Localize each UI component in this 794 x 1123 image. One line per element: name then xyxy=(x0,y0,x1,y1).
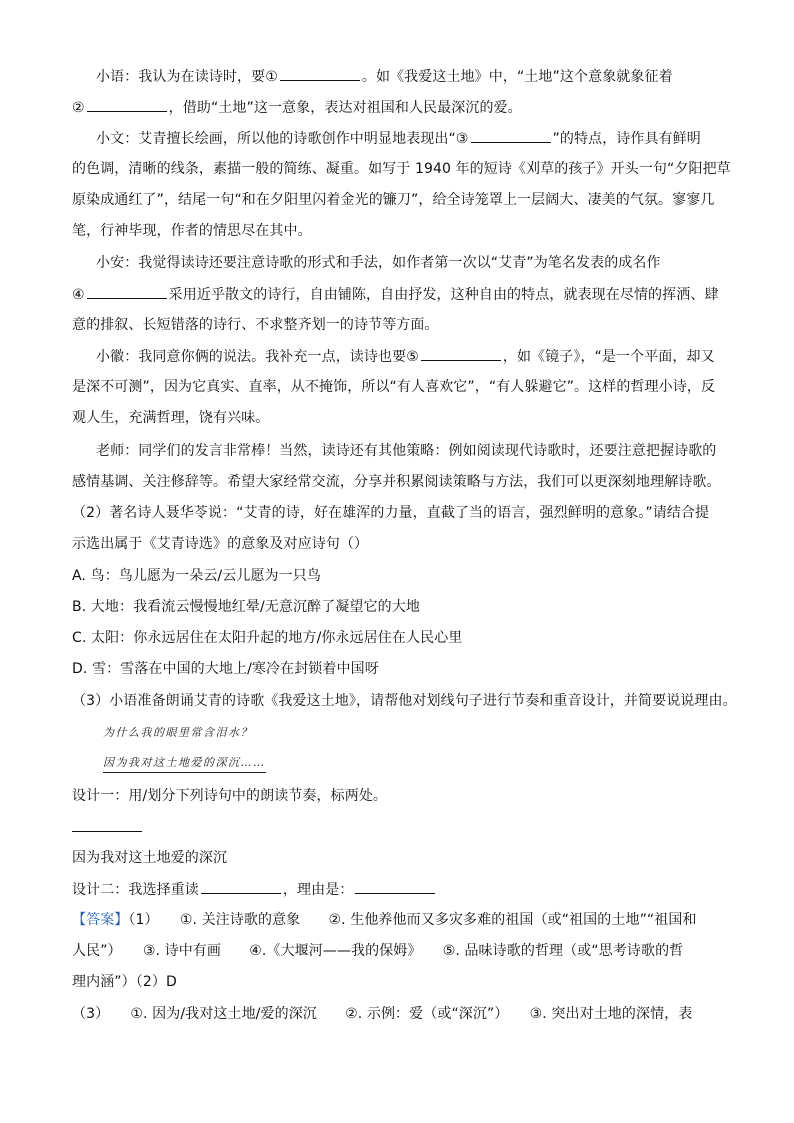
blank-reason[interactable] xyxy=(355,879,435,894)
answer-line-2: 人民”） ③. 诗中有画 ④.《大堰河——我的保姆》 ⑤. 品味诗歌的哲理（或“思考诗歌的哲 xyxy=(72,943,684,959)
xiaoyu-text-c: ② xyxy=(72,100,85,116)
xiaoan-text-b: 采用近乎散文的诗行，自由铺陈，自由抒发，这种自由的特点，就表现在尽情的挥洒、肆 xyxy=(168,287,719,303)
xiaowen-line-3: 原染成通红了”，结尾一句“和在夕阳里闪着金光的镰刀”，给全诗笼罩上一层阔大、凄美的气氛。寥寥几 xyxy=(72,192,715,208)
xiaoyu-text-a: 小语：我认为在读诗时，要① xyxy=(96,69,278,85)
design2-line xyxy=(72,879,437,900)
xiaoan-line-2 xyxy=(72,284,719,305)
xiaoyu-line-2 xyxy=(72,97,522,118)
q2-option-b[interactable]: B. 大地：我看流云慢慢地红晕/无意沉醉了凝望它的大地 xyxy=(72,599,420,615)
design2-text-b: ，理由是： xyxy=(282,882,354,898)
answer-line-3: 理内涵”）（2）D xyxy=(72,974,177,990)
q2-option-d[interactable]: D. 雪：雪落在中国的大地上/寒冷在封锁着中国呀 xyxy=(72,661,379,677)
q2-option-a[interactable]: A. 鸟：鸟儿愿为一朵云/云儿愿为一只鸟 xyxy=(72,568,321,584)
blank-stress-word[interactable] xyxy=(201,879,281,894)
q2-option-c[interactable]: C. 太阳：你永远居住在太阳升起的地方/你永远居住在人民心里 xyxy=(72,630,463,646)
q2-line-1: （2）著名诗人聂华苓说：“艾青的诗，好在雄浑的力量，直截了当的语言，强烈鲜明的意象。”请结合提 xyxy=(72,505,710,521)
blank-4[interactable] xyxy=(87,284,167,299)
blank-2[interactable] xyxy=(87,97,167,112)
q2-line-2: 示选出属于《艾青诗选》的意象及对应诗句（） xyxy=(72,536,369,552)
answer-tag: 【答案】 xyxy=(72,912,129,928)
rhythm-answer-line[interactable] xyxy=(72,831,142,832)
xiaohui-text-a: 小徽：我同意你俩的说法。我补充一点，读诗也要⑤ xyxy=(96,349,419,365)
xiaowen-text-a: 小文：艾青擅长绘画，所以他的诗歌创作中明显地表现出“③ xyxy=(96,131,469,147)
poem-line-1: 为什么我的眼里常含泪水？ xyxy=(103,726,253,739)
xiaoyu-line-1 xyxy=(96,66,673,87)
poem-sentence-line: 因为我对这土地爱的深沉 xyxy=(72,850,228,866)
xiaoan-line-1: 小安：我觉得读诗还要注意诗歌的形式和手法，如作者第一次以“艾青”为笔名发表的成名作 xyxy=(96,255,661,271)
answer-line-4: （3） ①. 因为/我对这土地/爱的深沉 ②. 示例：爱（或“深沉”） ③. 突出对土地的深情，表 xyxy=(72,1006,693,1022)
teacher-line-1: 老师：同学们的发言非常棒！当然，读诗还有其他策略：例如阅读现代诗歌时，还要注意把握诗歌的 xyxy=(96,443,717,459)
xiaoyu-text-b: 。如《我爱这土地》中，“土地”这个意象就象征着 xyxy=(361,69,673,85)
answer-line-1 xyxy=(72,910,697,930)
xiaohui-line-1 xyxy=(96,346,715,367)
xiaowen-line-4: 笔，行神毕现，作者的情思尽在其中。 xyxy=(72,223,312,239)
design1-line: 设计一：用/划分下列诗句中的朗读节奏，标两处。 xyxy=(72,788,388,804)
answer-text-1: （1） ①. 关注诗歌的意象 ②. 生他养他而又多灾多难的祖国（或“祖国的土地”“祖国和 xyxy=(128,912,697,928)
blank-1[interactable] xyxy=(280,66,360,81)
poem-line-2-underlined: 因为我对这土地爱的深沉…… xyxy=(103,754,266,773)
xiaohui-line-2: 是深不可测”，因为它真实、直率，从不掩饰，所以“有人喜欢它”，“有人躲避它”。这样的哲理小诗，反 xyxy=(72,379,716,395)
q3-line-1: （3）小语准备朗诵艾青的诗歌《我爱这土地》，请帮他对划线句子进行节奏和重音设计，并简要说说理由。 xyxy=(72,693,737,709)
xiaowen-line-1 xyxy=(96,128,701,149)
blank-3[interactable] xyxy=(471,128,551,143)
xiaohui-text-b: ，如《镜子》，“是一个平面，却又 xyxy=(502,349,715,365)
blank-5[interactable] xyxy=(421,346,501,361)
xiaoyu-text-d: ，借助“土地”这一意象，表达对祖国和人民最深沉的爱。 xyxy=(168,100,522,116)
design2-text-a: 设计二：我选择重读 xyxy=(72,882,199,898)
xiaowen-text-b: ”的特点，诗作具有鲜明 xyxy=(552,131,701,147)
teacher-line-2: 感情基调、关注修辞等。希望大家经常交流，分享并积累阅读策略与方法，我们可以更深刻地理解诗歌。 xyxy=(72,474,721,490)
xiaoan-text-a: ④ xyxy=(72,287,85,303)
xiaoan-line-3: 意的排叙、长短错落的诗行、不求整齐划一的诗节等方面。 xyxy=(72,317,439,333)
xiaowen-line-2: 的色调，清晰的线条，素描一般的简练、凝重。如写于 1940 年的短诗《刈草的孩子》开头一句“夕阳把草 xyxy=(72,161,731,177)
xiaohui-line-3: 观人生，充满哲理，饶有兴味。 xyxy=(72,410,270,426)
